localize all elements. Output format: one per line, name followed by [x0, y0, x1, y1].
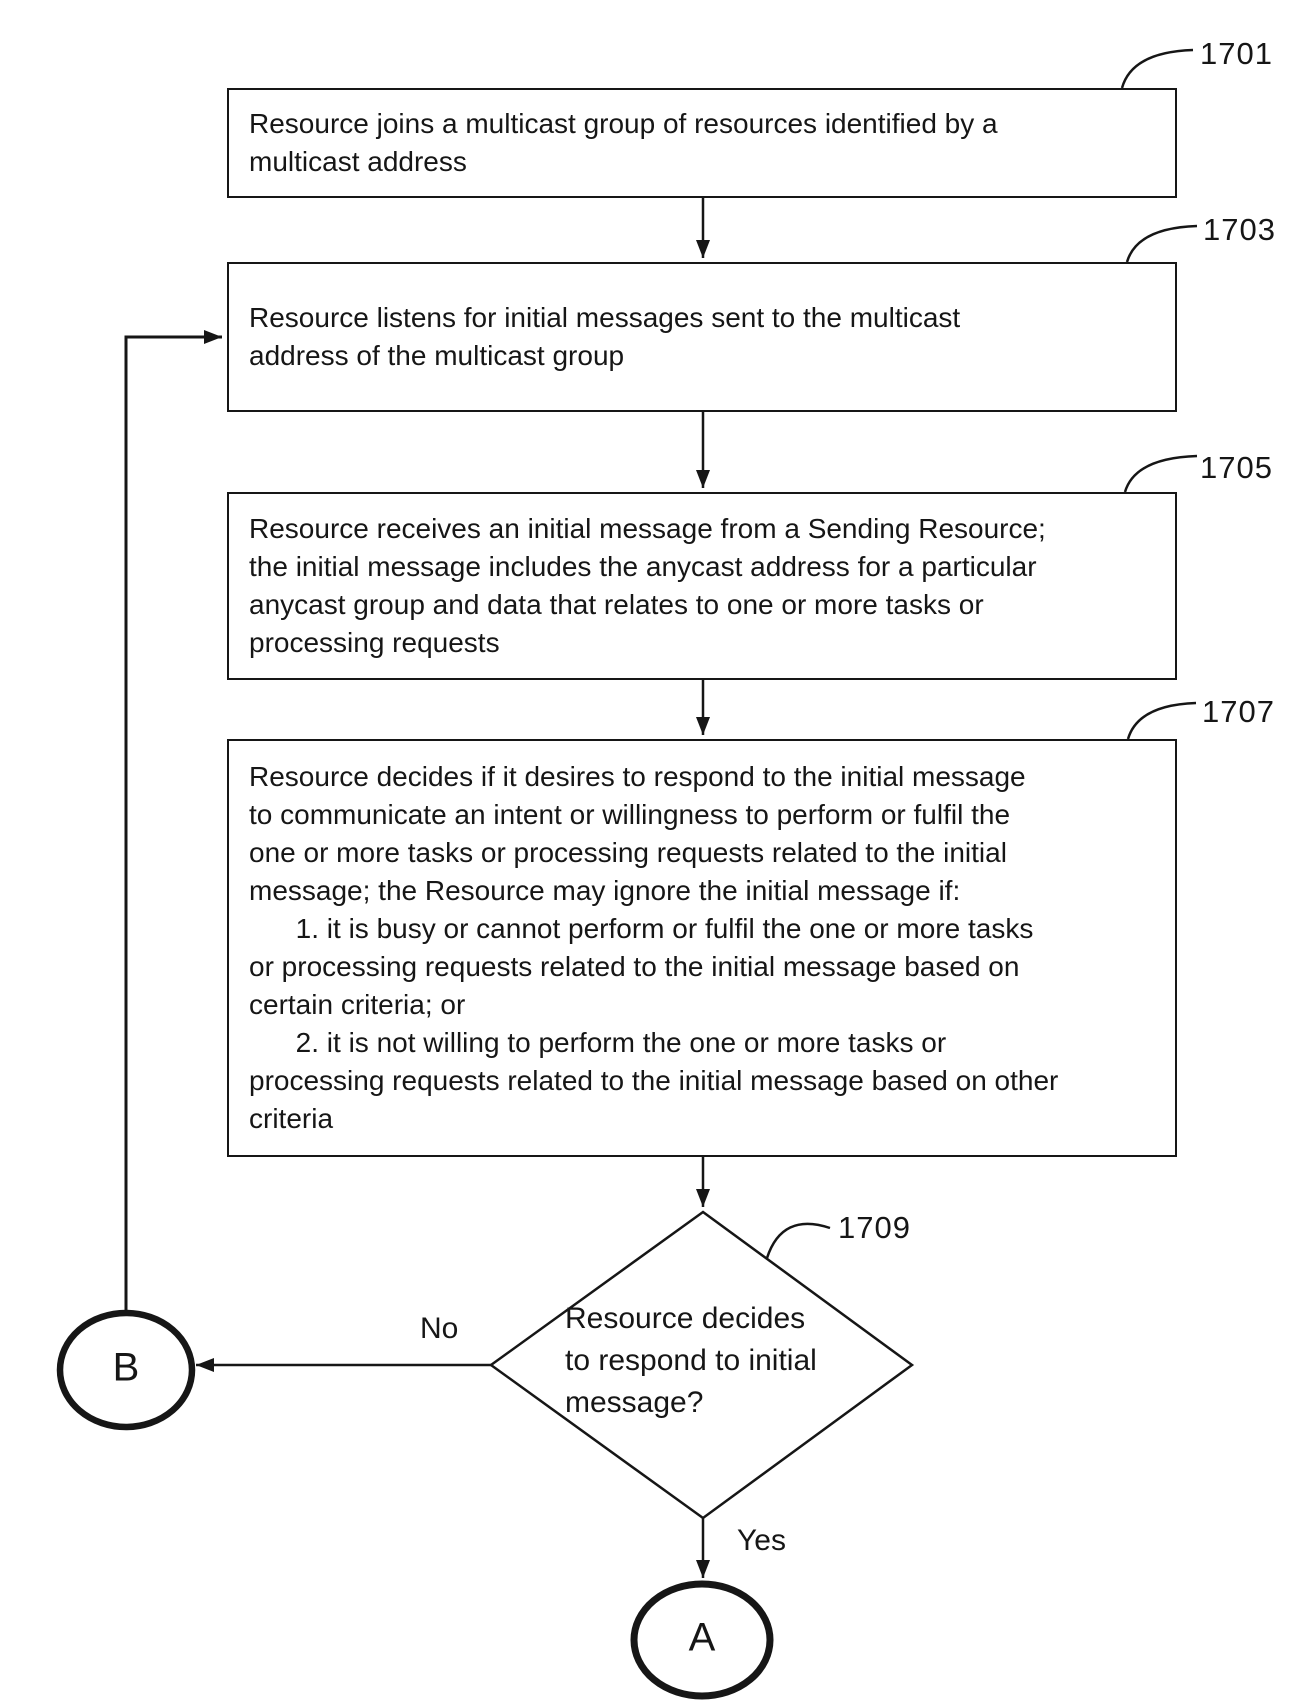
ref-label-1705: 1705 [1200, 450, 1273, 485]
ref-label-1707: 1707 [1202, 694, 1275, 729]
process-box-1703 [227, 262, 1177, 412]
leader-line-1707 [1128, 703, 1196, 739]
ref-label-1709: 1709 [838, 1210, 911, 1245]
leader-line-1705 [1125, 456, 1197, 492]
process-text-1705: Resource receives an initial message from a Sending Resource; the initial message includes the anycast address for a particular anycast group and data that relates to one or more tasks or processing requests [249, 513, 1046, 658]
process-text-1707: Resource decides if it desires to respond to the initial message to communicate an intent or willingness to perform or fulfil the one or more tasks or processing requests related to the initial message; the Resource may ignore the initial message if: 1. it is busy or cannot perform or fulfil the one or more tasks or processing requests related to the initial message based on certain criteria; or 2. it is not willing to perform the one or more tasks or processing requests related to the initial message based on other criteria [249, 761, 1059, 1134]
leader-line-1709 [767, 1224, 830, 1258]
ref-label-1701: 1701 [1200, 36, 1273, 71]
terminal-letter-a: A [688, 1615, 716, 1660]
ref-label-1703: 1703 [1203, 212, 1276, 247]
process-text-1701: Resource joins a multicast group of resources identified by a multicast address [249, 108, 998, 177]
arrow-b-loop-to-1703 [126, 337, 222, 1313]
process-text-1703: Resource listens for initial messages sent to the multicast address of the multicast group [249, 302, 961, 371]
decision-text-1709: Resource decides to respond to initial message? [565, 1302, 817, 1419]
process-box-1705 [227, 492, 1177, 680]
leader-line-1701 [1122, 50, 1193, 88]
process-box-1701 [227, 88, 1177, 198]
branch-label-no: No [420, 1312, 459, 1345]
leader-line-1703 [1127, 226, 1197, 262]
process-box-1707 [227, 739, 1177, 1157]
branch-label-yes: Yes [737, 1524, 786, 1557]
terminal-letter-b: B [112, 1345, 140, 1390]
